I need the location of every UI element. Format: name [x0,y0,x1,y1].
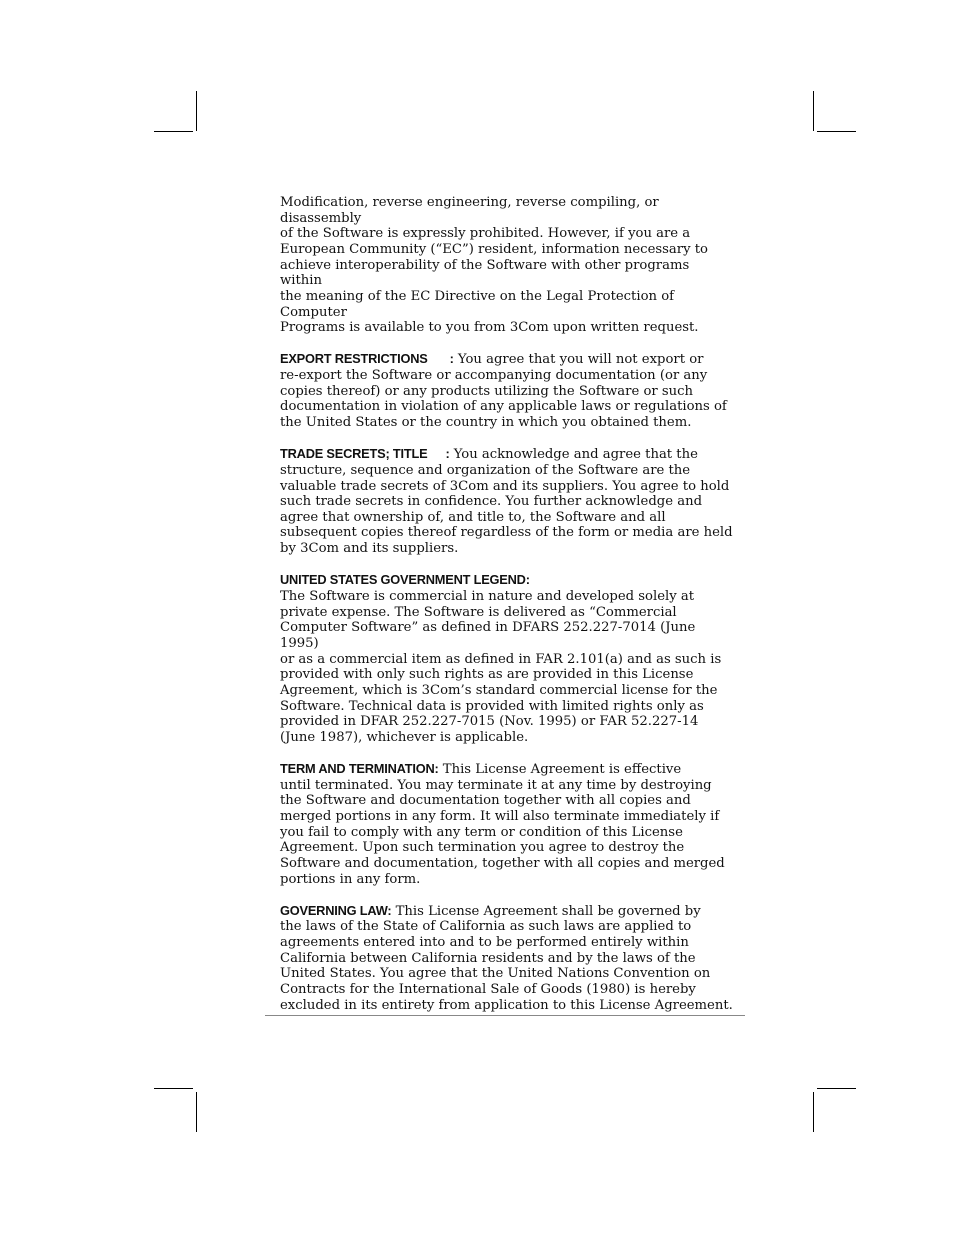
governing-law-heading: GOVERNING LAW: [280,902,392,918]
crop-mark-bottom-left-vertical [196,1092,197,1132]
trade-secrets-heading: TRADE SECRETS; TITLE [280,446,428,462]
trade-secrets-colon: : [445,446,450,462]
export-restrictions-paragraph [280,351,735,430]
term-termination-body: This License Agreement is effective until terminated. You may terminate it at any time by destroying the Software and documentation together with all copies and merged portions in any form. It will also terminate immediately if you fail to comply with any term or condition of this License Agreement. Upon such termination you agree to destroy the Software and documentation, together with all copies and merged portions in any form. [280,762,725,887]
us-government-legend-body: The Software is commercial in nature and developed solely at private expense. The Software is delivered as “Commercial Computer Software” as defined in DFARS 252.227-7014 (June 1995) or as a commercial item as defined in FAR 2.101(a) and as such is provided with only such rights as are provided in this License Agreement, which is 3Com’s standard commercial license for the Software. Technical data is provided with limited rights only as provided in DFAR 252.227-7015 (Nov. 1995) or FAR 52.227-14 (June 1987), whichever is applicable. [280,588,722,745]
crop-mark-bottom-right-horizontal [817,1088,856,1089]
governing-law-body: This License Agreement shall be governed by the laws of the State of California as such laws are applied to agreements entered into and to be performed entirely within California between California residents and by the laws of the United States. You agree that the United Nations Convention on Contracts for the International Sale of Goods (1980) is hereby excluded in its entirety from application to this License Agreement. [280,903,733,1013]
term-termination-heading: TERM AND TERMINATION: [280,761,439,776]
export-restrictions-colon: : [449,351,454,367]
governing-law-paragraph [280,903,735,1014]
trade-secrets-body: You acknowledge and agree that the structure, sequence and organization of the Software are the valuable trade secrets of 3Com and its suppliers. You agree to hold such trade secrets in confidence. You further acknowledge and agree that ownership of, and title to, the Software and all subsequent copies thereof regardless of the form or media are held by 3Com and its suppliers. [280,447,733,557]
crop-mark-bottom-right-vertical [813,1092,814,1132]
crop-mark-top-right-horizontal [817,131,856,132]
crop-mark-top-left-vertical [196,91,197,131]
us-government-legend-heading: UNITED STATES GOVERNMENT LEGEND: [280,572,530,588]
modification-body: Modification, reverse engineering, reverse compiling, or disassembly of the Software is expressly prohibited. However, if you are a European Community (“EC”) resident, information necessary to achieve interoperability of the Software with other programs within the meaning of the EC Directive on the Legal Protection of Computer Programs is available to you from 3Com upon written request. [280,195,708,336]
modification-paragraph [280,195,735,336]
trade-secrets-paragraph [280,446,735,557]
us-government-legend-paragraph [280,572,735,745]
export-restrictions-body: You agree that you will not export or re-export the Software or accompanying documentation (or any copies thereof) or any products utilizing the Software or such documentation in violation of any applicable laws or regulations of the United States or the country in which you obtained them. [280,352,727,431]
footer-rule [265,1015,745,1016]
license-text [280,195,735,1029]
crop-mark-bottom-left-horizontal [154,1088,193,1089]
export-restrictions-heading: EXPORT RESTRICTIONS [280,351,428,367]
term-termination-paragraph [280,761,735,887]
crop-mark-top-right-vertical [813,91,814,131]
crop-mark-top-left-horizontal [154,131,193,132]
